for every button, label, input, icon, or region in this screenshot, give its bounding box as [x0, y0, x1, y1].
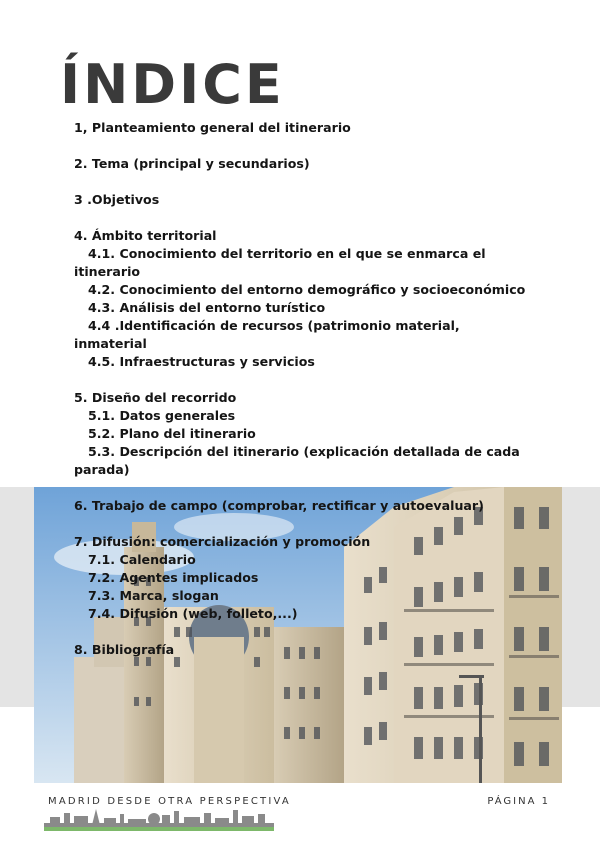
madrid-skyline-icon [44, 807, 274, 831]
toc-item-8: 8. Bibliografía [74, 642, 175, 657]
footer-brand-text: MADRID DESDE OTRA PERSPECTIVA [48, 796, 291, 807]
toc-item-5: 5. Diseño del recorrido [74, 390, 237, 405]
toc-item-1: 1, Planteamiento general del itinerario [74, 120, 351, 135]
footer-page-number: PÁGINA 1 [487, 796, 550, 807]
toc-item-4-2: 4.2. Conocimiento del entorno demográfico y socioeconómico [88, 282, 526, 297]
page-title: ÍNDICE [60, 53, 285, 116]
toc-item-6: 6. Trabajo de campo (comprobar, rectificar y autoevaluar) [74, 498, 484, 513]
toc-item-4-5: 4.5. Infraestructuras y servicios [88, 354, 315, 369]
toc-item-7-2: 7.2. Agentes implicados [88, 570, 259, 585]
toc-item-2: 2. Tema (principal y secundarios) [74, 156, 310, 171]
toc-item-7-1: 7.1. Calendario [88, 552, 196, 567]
toc-item-7-4: 7.4. Difusión (web, folleto,...) [88, 606, 298, 621]
toc-item-5-1: 5.1. Datos generales [88, 408, 236, 423]
table-of-contents [74, 119, 524, 659]
toc-item-3: 3 .Objetivos [74, 192, 160, 207]
toc-item-4-3: 4.3. Análisis del entorno turístico [88, 300, 326, 315]
toc-item-4-4: 4.4 .Identificación de recursos (patrimonio material, inmaterial [74, 318, 460, 351]
toc-item-4: 4. Ámbito territorial [74, 228, 217, 243]
toc-item-4-1: 4.1. Conocimiento del territorio en el que se enmarca el itinerario [74, 246, 486, 279]
toc-item-5-3: 5.3. Descripción del itinerario (explicación detallada de cada parada) [74, 444, 520, 477]
toc-item-7: 7. Difusión: comercialización y promoción [74, 534, 371, 549]
toc-item-5-2: 5.2. Plano del itinerario [88, 426, 256, 441]
toc-item-7-3: 7.3. Marca, slogan [88, 588, 219, 603]
